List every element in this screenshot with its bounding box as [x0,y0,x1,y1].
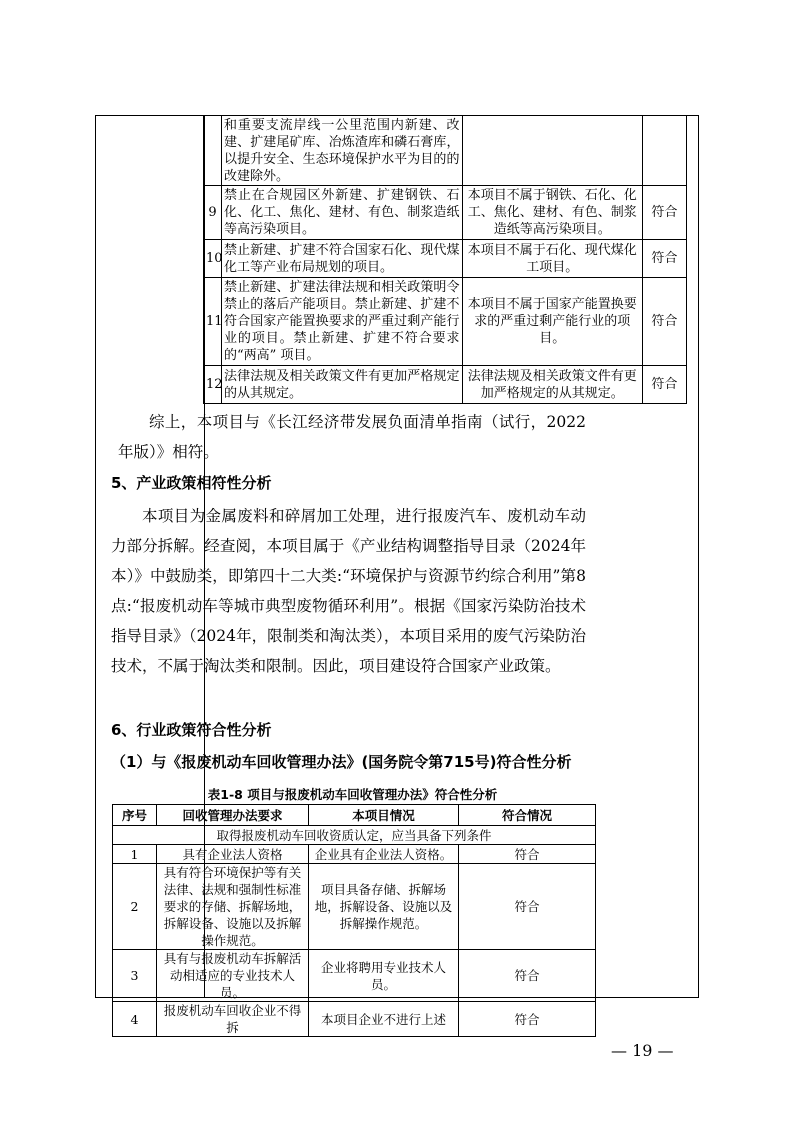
row-number: 10 [204,240,222,278]
table-row [113,845,596,864]
page-number: — 19 — [611,1041,674,1060]
requirement-cell: 法律法规及相关政策文件有更加严格规定的从其规定。 [222,366,462,404]
compliance-cell: 符合 [459,1002,596,1037]
project-situation-cell [462,116,642,186]
project-situation-cell: 项目具备存储、拆解场地，拆解设备、设施以及拆解操作规范。 [309,864,459,950]
span-cell: 取得报废机动车回收资质认定，应当具备下列条件 [113,826,596,845]
compliance-cell: 符合 [459,864,596,950]
section-5-heading: 5、产业政策相符性分析 [111,474,272,492]
section-6-heading: 6、行业政策符合性分析 [111,721,272,739]
row-number [204,116,222,186]
column-header: 符合情况 [459,805,596,826]
table-header-row [113,805,596,826]
compliance-cell: 符合 [642,186,686,240]
requirement-cell: 禁止在合规园区外新建、扩建钢铁、石化、化工、焦化、建材、有色、制浆造纸等高污染项目。 [222,186,462,240]
table-row [204,366,687,404]
project-situation-cell: 企业具有企业法人资格。 [309,845,459,864]
table-caption: 表1-8 项目与报废机动车回收管理办法》符合性分析 [207,787,498,802]
table-row [113,864,596,950]
column-header: 本项目情况 [309,805,459,826]
row-number: 9 [204,186,222,240]
row-number: 1 [113,845,157,864]
table-row [204,278,687,366]
row-number: 2 [113,864,157,950]
table-row [204,186,687,240]
project-situation-cell: 本项目不属于钢铁、石化、化工、焦化、建材、有色、制浆造纸等高污染项目。 [462,186,642,240]
requirement-cell: 报废机动车回收企业不得拆 [157,1002,309,1037]
requirement-cell: 禁止新建、扩建法律法规和相关政策明令禁止的落后产能项目。禁止新建、扩建不符合国家产能置换要求的严重过剩产能行业的项目。禁止新建、扩建不符合要求的“两高” 项目。 [222,278,462,366]
requirement-cell: 禁止新建、扩建不符合国家石化、现代煤化工等产业布局规划的项目。 [222,240,462,278]
compliance-cell: 符合 [459,950,596,1002]
column-header: 回收管理办法要求 [157,805,309,826]
project-situation-cell: 本项目不属于国家产能置换要求的严重过剩产能行业的项目。 [462,278,642,366]
column-header: 序号 [113,805,157,826]
table-row [113,950,596,1002]
table-span-row [113,826,596,845]
requirement-cell: 和重要支流岸线一公里范围内新建、改建、扩建尾矿库、冶炼渣库和磷石膏库，以提升安全、生态环境保护水平为目的的改建除外。 [222,116,462,186]
industrial-policy-paragraph: 本项目为金属废料和碎屑加工处理，进行报废汽车、废机动车动力部分拆解。经查阅，本项目属于《产业结构调整指导目录（2024年本）》中鼓励类，即第四十二大类:“环境保护与资源节约综合利用”第8点:“报废机动车等城市典型废物循环利用”。根据《国家污染防治技术指导目录》（2024年，限制类和淘汰类），本项目采用的废气污染防治技术，不属于淘汰类和限制。因此，项目建设符合国家产业政策。 [111,507,586,675]
table-row [204,240,687,278]
section-6-1-subheading: （1）与《报废机动车回收管理办法》(国务院令第715号)符合性分析 [111,753,572,771]
row-number: 12 [204,366,222,404]
compliance-cell: 符合 [642,240,686,278]
requirement-cell: 具有企业法人资格 [157,845,309,864]
project-situation-cell: 法律法规及相关政策文件有更加严格规定的从其规定。 [462,366,642,404]
compliance-cell: 符合 [459,845,596,864]
requirement-cell: 具有与报废机动车拆解活动相适应的专业技术人员。 [157,950,309,1002]
table-row [113,1002,596,1037]
table-vehicle-recycling-compliance [112,804,596,1037]
compliance-cell: 符合 [642,278,686,366]
compliance-cell: 符合 [642,366,686,404]
project-situation-cell: 本项目企业不进行上述 [309,1002,459,1037]
row-number: 11 [204,278,222,366]
requirement-cell: 具有符合环境保护等有关法律、法规和强制性标准要求的存储、拆解场地，拆解设备、设施以及拆解操作规范。 [157,864,309,950]
table-row [204,116,687,186]
summary-paragraph: 综上，本项目与《长江经济带发展负面清单指南（试行，2022 年版）》相符。 [118,413,586,461]
compliance-cell [642,116,686,186]
table-yangtze-negative-list-continued [203,115,687,404]
project-situation-cell: 本项目不属于石化、现代煤化工项目。 [462,240,642,278]
row-number: 4 [113,1002,157,1037]
project-situation-cell: 企业将聘用专业技术人员。 [309,950,459,1002]
row-number: 3 [113,950,157,1002]
